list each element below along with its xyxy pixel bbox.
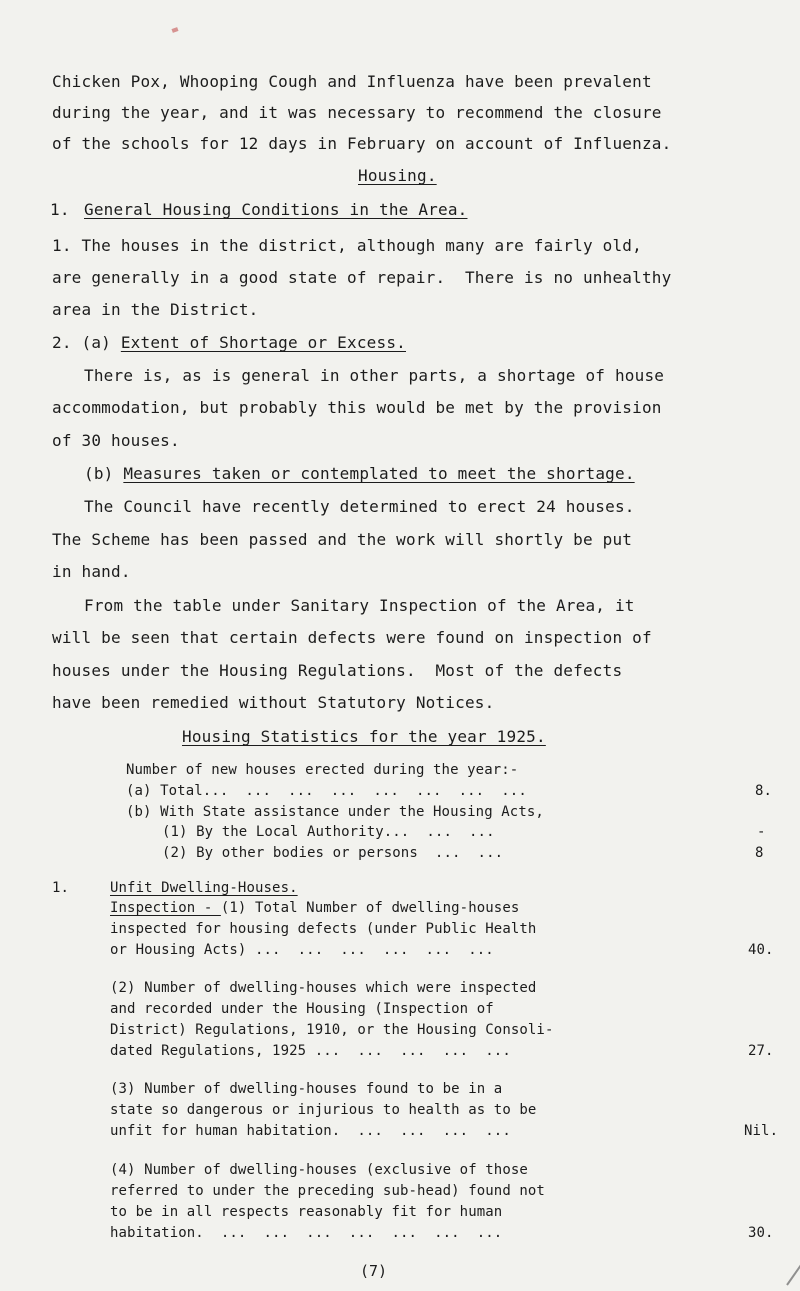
p2a-line-2: accommodation, but probably this would be met by the provision: [52, 398, 662, 417]
inspection-1-line-2: inspected for housing defects (under Public Health: [110, 921, 537, 937]
p2b-heading-row: [84, 464, 635, 484]
inspection-label: Inspection -: [110, 900, 221, 916]
inspection-1-row: [110, 898, 519, 918]
new-houses-b2-value: 8: [755, 845, 764, 861]
p1-line-3: area in the District.: [52, 300, 259, 319]
inspection-4-line-3: to be in all respects reasonably fit for human: [110, 1204, 503, 1220]
inspection-2-line-3: District) Regulations, 1910, or the Housing Consoli-: [110, 1022, 554, 1038]
new-houses-b-label: (b) With State assistance under the Housing Acts,: [126, 804, 544, 820]
p2b-line-2: The Scheme has been passed and the work will shortly be put: [52, 530, 633, 549]
intro-line-1: Chicken Pox, Whooping Cough and Influenza have been prevalent: [52, 72, 652, 91]
ink-mark: [171, 27, 178, 33]
inspection-3-value: Nil.: [744, 1123, 779, 1139]
inspection-4-line-2: referred to under the preceding sub-head) found not: [110, 1183, 545, 1199]
section-1-heading: General Housing Conditions in the Area.: [84, 200, 468, 219]
inspection-2-line-2: and recorded under the Housing (Inspection of: [110, 1001, 494, 1017]
p1-line-1: 1. The houses in the district, although many are fairly old,: [52, 236, 642, 255]
page-number: (7): [360, 1262, 388, 1280]
inspection-3-line-2: state so dangerous or injurious to health as to be: [110, 1102, 537, 1118]
p2a-heading-row: [52, 333, 406, 353]
intro-line-3: of the schools for 12 days in February on account of Influenza.: [52, 134, 672, 153]
inspection-1-line-1: (1) Total Number of dwelling-houses: [220, 900, 520, 916]
inspection-1-value: 40.: [748, 942, 774, 958]
unfit-heading: Unfit Dwelling-Houses.: [110, 880, 298, 896]
housing-title: Housing.: [358, 166, 437, 185]
new-houses-a-label: (a) Total... ... ... ... ... ... ... ...: [126, 783, 527, 799]
p3-line-2: will be seen that certain defects were found on inspection of: [52, 628, 652, 647]
new-houses-b2-label: (2) By other bodies or persons ... ...: [162, 845, 504, 861]
corner-fold-line: [786, 1211, 800, 1286]
p2a-prefix: 2. (a): [52, 333, 121, 352]
intro-line-2: during the year, and it was necessary to recommend the closure: [52, 103, 662, 122]
inspection-3-line-3: unfit for human habitation. ... ... ... ...: [110, 1123, 511, 1139]
inspection-4-value: 30.: [748, 1225, 774, 1241]
section-1-number: 1.: [50, 200, 70, 219]
p2a-line-3: of 30 houses.: [52, 431, 180, 450]
inspection-4-line-1: (4) Number of dwelling-houses (exclusive of those: [110, 1162, 528, 1178]
new-houses-heading: Number of new houses erected during the year:-: [126, 762, 519, 778]
p2b-line-1: The Council have recently determined to erect 24 houses.: [84, 497, 635, 516]
p3-line-4: have been remedied without Statutory Notices.: [52, 693, 495, 712]
p2a-heading: Extent of Shortage or Excess.: [120, 333, 406, 352]
inspection-2-line-4: dated Regulations, 1925 ... ... ... ... ...: [110, 1043, 511, 1059]
inspection-2-line-1: (2) Number of dwelling-houses which were inspected: [110, 980, 537, 996]
inspection-2-value: 27.: [748, 1043, 774, 1059]
inspection-1-line-3: or Housing Acts) ... ... ... ... ... ...: [110, 942, 494, 958]
p2b-line-3: in hand.: [52, 562, 131, 581]
new-houses-b1-value: -: [757, 824, 766, 840]
p3-line-3: houses under the Housing Regulations. Most of the defects: [52, 661, 623, 680]
stats-title: Housing Statistics for the year 1925.: [182, 727, 546, 746]
inspection-3-line-1: (3) Number of dwelling-houses found to be in a: [110, 1081, 503, 1097]
p2b-prefix: (b): [84, 464, 124, 483]
p2a-line-1: There is, as is general in other parts, a shortage of house: [84, 366, 665, 385]
p2b-heading: Measures taken or contemplated to meet the shortage.: [123, 464, 635, 483]
new-houses-b1-label: (1) By the Local Authority... ... ...: [162, 824, 495, 840]
p1-line-2: are generally in a good state of repair. There is no unhealthy: [52, 268, 672, 287]
inspection-4-line-4: habitation. ... ... ... ... ... ... ...: [110, 1225, 503, 1241]
unfit-number: 1.: [52, 880, 70, 896]
new-houses-a-value: 8.: [755, 783, 773, 799]
p3-line-1: From the table under Sanitary Inspection of the Area, it: [84, 596, 635, 615]
